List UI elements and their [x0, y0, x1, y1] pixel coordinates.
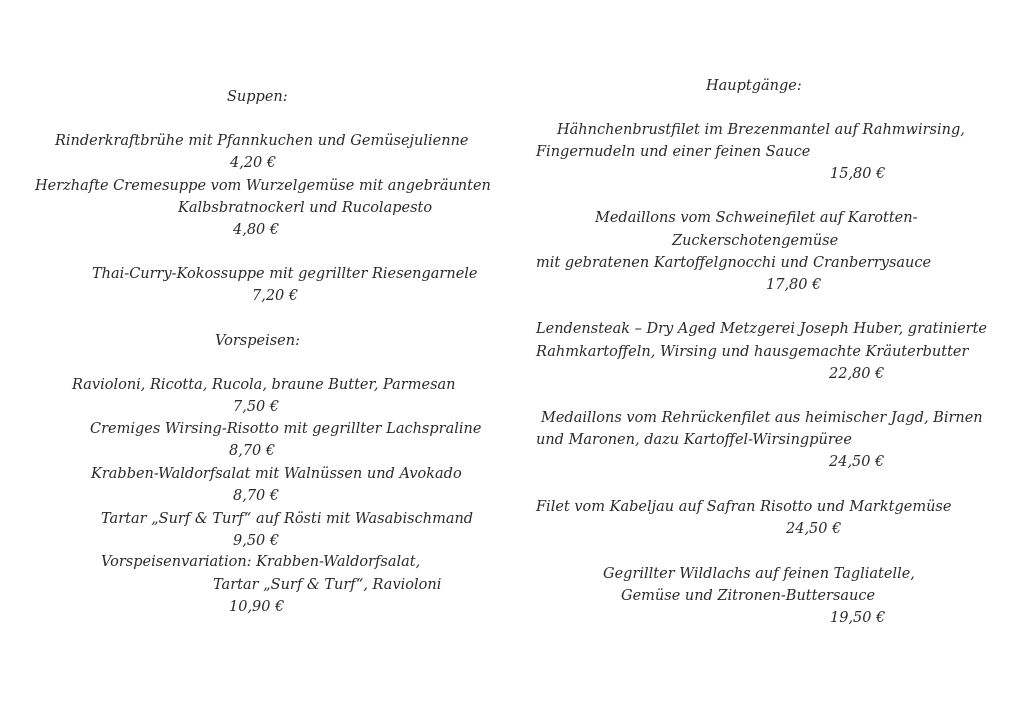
menu-item-price: 8,70 € [233, 488, 280, 504]
menu-item-price: 24,50 € [829, 454, 885, 470]
menu-item-name: Vorspeisenvariation: Krabben-Waldorfsalat, [101, 554, 421, 570]
menu-item-name: Lendensteak – Dry Aged Metzgerei Joseph Huber, gratinierte [536, 321, 988, 337]
menu-item-price: 15,80 € [830, 166, 886, 182]
menu-item-name: Medaillons vom Rehrückenfilet aus heimischer Jagd, Birnen [541, 410, 983, 426]
menu-item-price: 4,20 € [230, 155, 277, 171]
menu-item-name: Filet vom Kabeljau auf Safran Risotto und Marktgemüse [536, 499, 952, 515]
menu-item-name: Medaillons vom Schweinefilet auf Karotten- [595, 210, 918, 226]
menu-item-name: Gemüse und Zitronen-Buttersauce [621, 588, 876, 604]
menu-item-name: Kalbsbratnockerl und Rucolapesto [178, 200, 433, 216]
menu-item-name: Tartar „Surf & Turf“, Ravioloni [213, 577, 442, 593]
menu-item-name: Hähnchenbrustfilet im Brezenmantel auf Rahmwirsing, [557, 122, 965, 138]
menu-item-name: Rahmkartoffeln, Wirsing und hausgemachte Kräuterbutter [536, 344, 969, 360]
menu-item-price: 22,80 € [829, 366, 885, 382]
menu-item-price: 10,90 € [229, 599, 285, 615]
menu-item-name: Thai-Curry-Kokossuppe mit gegrillter Riesengarnele [92, 266, 478, 282]
menu-item-price: 7,20 € [252, 288, 299, 304]
menu-item-name: Krabben-Waldorfsalat mit Walnüssen und Avokado [91, 466, 462, 482]
menu-item-name: Ravioloni, Ricotta, Rucola, braune Butter, Parmesan [72, 377, 456, 393]
menu-item-name: und Maronen, dazu Kartoffel-Wirsingpüree [536, 432, 852, 448]
menu-item-name: Cremiges Wirsing-Risotto mit gegrillter Lachspraline [90, 421, 482, 437]
menu-item-price: 24,50 € [786, 521, 842, 537]
menu-item-name: mit gebratenen Kartoffelgnocchi und Cranberrysauce [536, 255, 932, 271]
menu-item-name: Herzhafte Cremesuppe vom Wurzelgemüse mit angebräunten [35, 178, 491, 194]
section-heading-suppen: Suppen: [227, 89, 288, 105]
menu-item-price: 19,50 € [830, 610, 886, 626]
menu-item-name: Gegrillter Wildlachs auf feinen Tagliatelle, [603, 566, 915, 582]
menu-item-price: 17,80 € [766, 277, 822, 293]
menu-item-name: Rinderkraftbrühe mit Pfannkuchen und Gemüsejulienne [55, 133, 469, 149]
menu-item-name: Zuckerschotengemüse [672, 233, 839, 249]
menu-item-price: 7,50 € [233, 399, 280, 415]
menu-item-name: Fingernudeln und einer feinen Sauce [536, 144, 811, 160]
section-heading-hauptgaenge: Hauptgänge: [706, 78, 802, 94]
menu-item-name: Tartar „Surf & Turf“ auf Rösti mit Wasabischmand [101, 511, 474, 527]
menu-item-price: 4,80 € [233, 222, 280, 238]
menu-item-price: 9,50 € [233, 533, 280, 549]
menu-item-price: 8,70 € [229, 443, 276, 459]
section-heading-vorspeisen: Vorspeisen: [215, 333, 300, 349]
